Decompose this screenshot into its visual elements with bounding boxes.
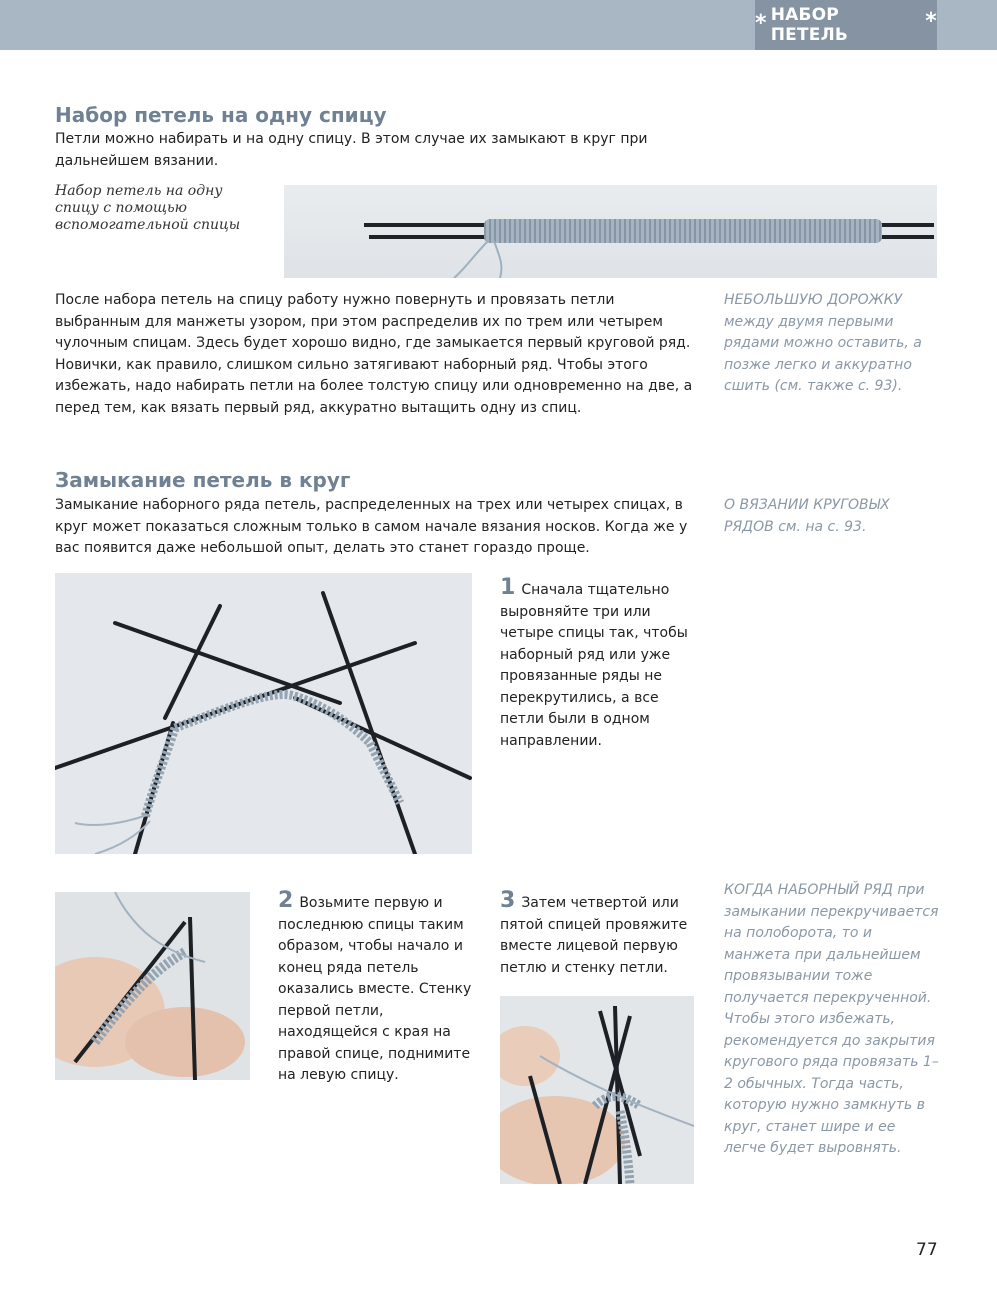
section-tab-label: НАБОР ПЕТЕЛЬ xyxy=(770,5,849,45)
section-title-join-round: Замыкание петель в круг xyxy=(55,468,351,492)
star-icon: * xyxy=(925,9,937,34)
sidenote-twisted-row: КОГДА НАБОРНЫЙ РЯД при замыкании перекручивается на полоборота, то и манжета при дальнейшем провязывании тоже получается перекрученной. Чтобы этого избежать, рекомендуется до закрытия кругового ряда провязать 1–2 обычных. Тогда часть, которую нужно замкнуть в круг, станет шире и ее легче будет выровнять. xyxy=(724,882,939,1156)
sidenote-path: НЕБОЛЬШУЮ ДОРОЖКУ между двумя первыми рядами можно оставить, а позже легко и аккуратно сшить (см. также с. 93). xyxy=(724,292,922,394)
photo-step-3 xyxy=(500,996,694,1184)
intro-paragraph: Замыкание наборного ряда петель, распределенных на трех или четырех спицах, в круг может показаться сложным только в самом начале вязания носков. Когда же у вас появится даже небольшой опыт, делать это станет гораздо проще. xyxy=(55,497,688,556)
step-1-text: 1 Сначала тщательно выровняйте три или четыре спицы так, чтобы наборный ряд или уже провязанные ряды не перекрутились, а все петли были в одном направлении. xyxy=(500,575,688,749)
step-2-text: 2 Возьмите первую и последнюю спицы таким образом, чтобы начало и конец ряда петель оказались вместе. Стенку первой петли, находящейся с края на правой спице, поднимите на левую спицу. xyxy=(278,888,472,1083)
photo-cast-on-needle xyxy=(284,185,937,278)
photo-step-1 xyxy=(55,573,472,854)
sidenote-rounds: О ВЯЗАНИИ КРУГОВЫХ РЯДОВ см. на с. 93. xyxy=(724,497,890,535)
body-paragraph: После набора петель на спицу работу нужно повернуть и провязать петли выбранным для манжеты узором, при этом распределив их по трем или четырем чулочным спицам. Здесь будет хорошо видно, где замыкается первый круговой ряд. Новички, как правило, слишком сильно затягивают наборный ряд. Чтобы этого избежать, надо набирать петли на более толстую спицу или одновременно на две, а перед тем, как вязать первый ряд, аккуратно вытащить одну из спиц. xyxy=(55,292,693,416)
page-number: 77 xyxy=(916,1240,938,1260)
photo-step-2 xyxy=(55,892,250,1080)
section-tab xyxy=(755,0,937,50)
intro-paragraph: Петли можно набирать и на одну спицу. В этом случае их замыкают в круг при дальнейшем вязании. xyxy=(55,131,648,169)
step-3-text: 3 Затем четвертой или пятой спицей провяжите вместе лицевой первую петлю и стенку петли. xyxy=(500,888,688,976)
section-title-one-needle: Набор петель на одну спицу xyxy=(55,103,387,127)
star-icon: * xyxy=(755,11,767,36)
photo-caption: Набор петель на одну спицу с помощью вспомогательной спицы xyxy=(55,183,241,233)
